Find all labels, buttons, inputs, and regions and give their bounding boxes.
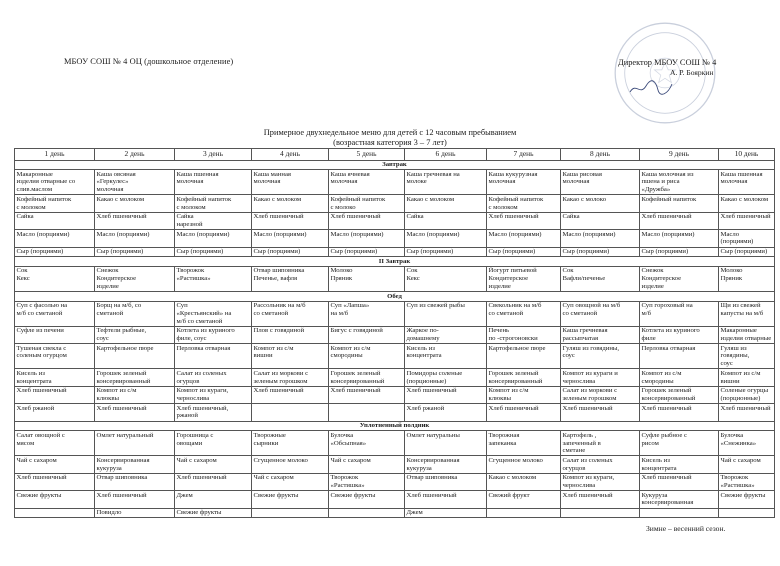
menu-cell: Хлеб пшеничный: [719, 404, 775, 421]
menu-cell: Сыр (порциями): [405, 247, 487, 257]
section-header-row: [15, 257, 775, 267]
menu-cell: Кофейный напиток с молоко: [329, 195, 405, 212]
menu-cell: Каша пшенная молочная: [719, 170, 775, 195]
day-header: 9 день: [640, 149, 719, 161]
menu-cell: Щи из свежей капусты на м/б: [719, 301, 775, 326]
menu-row: [15, 212, 775, 229]
section-title: Обед: [15, 292, 775, 302]
menu-cell: Картофель , запеченный в сметане: [561, 431, 640, 456]
menu-cell: Йогурт питьевой Кондитерское изделие: [487, 266, 561, 291]
menu-cell: Картофельное пюре: [95, 344, 175, 369]
menu-cell: Джем: [405, 508, 487, 518]
menu-cell: Свежий фрукт: [487, 491, 561, 508]
section-header-row: [15, 292, 775, 302]
menu-cell: Котлета из куриного филе, соус: [175, 326, 252, 343]
menu-cell: Сыр (порциями): [487, 247, 561, 257]
menu-cell: Булочка «Обсыпная»: [329, 431, 405, 456]
menu-row: [15, 404, 775, 421]
menu-cell: [329, 508, 405, 518]
menu-cell: Хлеб ржаной: [405, 404, 487, 421]
menu-cell: Салат из соленых огурцов: [175, 369, 252, 386]
menu-cell: Компот из с/м смородины: [329, 344, 405, 369]
menu-cell: Каша кукурузная молочная: [487, 170, 561, 195]
menu-cell: Хлеб пшеничный: [719, 212, 775, 229]
menu-cell: Салат из соленых огурцов: [561, 456, 640, 473]
menu-cell: Молоко Пряник: [719, 266, 775, 291]
menu-cell: Компот из с/м клюквы: [487, 386, 561, 403]
menu-cell: Хлеб пшеничный: [640, 473, 719, 490]
menu-cell: Хлеб пшеничный: [405, 386, 487, 403]
menu-table: [14, 148, 775, 518]
day-header: 3 день: [175, 149, 252, 161]
menu-cell: Масло (порциями): [487, 230, 561, 247]
menu-cell: Хлеб пшеничный: [175, 473, 252, 490]
menu-cell: Отвар шиповника: [405, 473, 487, 490]
menu-cell: Кофейный напиток с молоком: [15, 195, 95, 212]
day-header: 10 день: [719, 149, 775, 161]
day-header: 4 день: [252, 149, 329, 161]
menu-cell: Компот из кураги, чернослива: [561, 473, 640, 490]
menu-cell: Сайка нарезной: [175, 212, 252, 229]
menu-row: [15, 301, 775, 326]
menu-cell: Какао с молоком: [252, 195, 329, 212]
menu-cell: Снежок Кондитерское изделие: [95, 266, 175, 291]
menu-cell: Суп из свежей рыбы: [405, 301, 487, 326]
day-header: 7 день: [487, 149, 561, 161]
menu-cell: Сгущенное молоко: [487, 456, 561, 473]
menu-row: [15, 369, 775, 386]
menu-cell: Компот из с/м вишни: [252, 344, 329, 369]
day-header: 2 день: [95, 149, 175, 161]
menu-cell: Какао с молоком: [719, 195, 775, 212]
section-title: Завтрак: [15, 160, 775, 170]
day-header: 8 день: [561, 149, 640, 161]
menu-cell: Хлеб пшеничный: [640, 212, 719, 229]
menu-cell: Отвар шиповника: [95, 473, 175, 490]
menu-row: [15, 326, 775, 343]
menu-cell: Булочка «Снежинка»: [719, 431, 775, 456]
menu-cell: Хлеб пшеничный: [640, 404, 719, 421]
menu-cell: Суп «Крестьянский» на м/б со сметаной: [175, 301, 252, 326]
season-note: Зимне – весенний сезон.: [646, 524, 726, 533]
menu-cell: Какао с молоком: [405, 195, 487, 212]
menu-cell: [719, 508, 775, 518]
day-header-row: [15, 149, 775, 161]
menu-cell: Компот из кураги, чернослива: [175, 386, 252, 403]
menu-row: [15, 386, 775, 403]
menu-row: [15, 266, 775, 291]
menu-cell: Печень по -строгоновски: [487, 326, 561, 343]
menu-cell: Сыр (порциями): [329, 247, 405, 257]
menu-cell: Свежие фрукты: [15, 491, 95, 508]
menu-cell: Перловка отварная: [640, 344, 719, 369]
menu-cell: Масло (порциями): [640, 230, 719, 247]
menu-cell: Сгущенное молоко: [252, 456, 329, 473]
menu-cell: Перловка отварная: [175, 344, 252, 369]
menu-cell: Отвар шиповника Печенье, вафля: [252, 266, 329, 291]
menu-cell: Гуляш из говядины, соус: [561, 344, 640, 369]
menu-cell: Сайка: [561, 212, 640, 229]
organization-name: МБОУ СОШ № 4 ОЦ (дошкольное отделение): [64, 57, 234, 66]
menu-cell: Бигус с говядиной: [329, 326, 405, 343]
menu-cell: Кисель из концентрата: [640, 456, 719, 473]
menu-cell: Хлеб пшеничный: [329, 212, 405, 229]
menu-cell: Масло (порциями): [719, 230, 775, 247]
menu-cell: [640, 508, 719, 518]
menu-cell: [252, 404, 329, 421]
menu-cell: Суп с фасолью на м/б со сметаной: [15, 301, 95, 326]
menu-cell: Каша гречневая рассыпчатая: [561, 326, 640, 343]
menu-cell: Жаркое по- домашнему: [405, 326, 487, 343]
menu-cell: Консервированная кукуруза: [405, 456, 487, 473]
menu-cell: Салат из моркови с зеленым горошком: [252, 369, 329, 386]
menu-cell: Хлеб пшеничный: [252, 386, 329, 403]
menu-cell: Хлеб пшеничный: [15, 473, 95, 490]
menu-cell: Хлеб пшеничный, ржаной: [175, 404, 252, 421]
section-title: Уплотненный полдник: [15, 421, 775, 431]
menu-cell: Хлеб пшеничный: [487, 404, 561, 421]
menu-cell: Гуляш из говядины, соус: [719, 344, 775, 369]
menu-cell: Чай с сахаром: [175, 456, 252, 473]
menu-cell: Сайка: [405, 212, 487, 229]
menu-cell: Консервированная кукуруза: [95, 456, 175, 473]
document-subtitle: (возрастная категория 3 – 7 лет): [333, 138, 447, 147]
menu-cell: [329, 404, 405, 421]
menu-cell: Каша пшенная молочная: [175, 170, 252, 195]
menu-cell: Плов с говядиной: [252, 326, 329, 343]
menu-cell: Каша манная молочная: [252, 170, 329, 195]
menu-cell: Молоко Пряник: [329, 266, 405, 291]
menu-cell: Хлеб ржаной: [15, 404, 95, 421]
menu-cell: Каша овсяная «Геркулес» молочная: [95, 170, 175, 195]
menu-cell: Салат из моркови с зеленым горошком: [561, 386, 640, 403]
section-title: II Завтрак: [15, 257, 775, 267]
menu-cell: Какао с молоком: [487, 473, 561, 490]
menu-cell: Кукуруза консервированная: [640, 491, 719, 508]
menu-cell: Хлеб пшеничный: [15, 386, 95, 403]
menu-cell: Свежие фрукты: [329, 491, 405, 508]
menu-row: [15, 230, 775, 247]
section-header-row: [15, 160, 775, 170]
menu-cell: Какао с молоко: [561, 195, 640, 212]
menu-cell: Каша ячневая молочная: [329, 170, 405, 195]
menu-cell: [561, 508, 640, 518]
menu-cell: [15, 508, 95, 518]
menu-cell: Творожок «Растишка»: [329, 473, 405, 490]
menu-cell: Джем: [175, 491, 252, 508]
menu-cell: Какао с молоком: [95, 195, 175, 212]
menu-cell: Горошек зеленый консервированный: [640, 386, 719, 403]
menu-cell: Сыр (порциями): [95, 247, 175, 257]
menu-cell: Хлеб пшеничный: [95, 404, 175, 421]
menu-cell: Творожные сырники: [252, 431, 329, 456]
menu-cell: Каша молочная из пшена и риса «Дружба»: [640, 170, 719, 195]
menu-cell: Чай с сахаром: [15, 456, 95, 473]
menu-cell: Сыр (порциями): [252, 247, 329, 257]
menu-cell: Суп гороховый на м/б: [640, 301, 719, 326]
menu-cell: Масло (порциями): [252, 230, 329, 247]
menu-cell: Сайка: [15, 212, 95, 229]
menu-cell: Борщ на м/б, со сметаной: [95, 301, 175, 326]
menu-cell: Повидло: [95, 508, 175, 518]
menu-cell: Компот из кураги и чернослива: [561, 369, 640, 386]
menu-cell: Горошек зеленый консервированный: [329, 369, 405, 386]
day-header: 6 день: [405, 149, 487, 161]
menu-row: [15, 508, 775, 518]
menu-cell: Каша рисовая молочная: [561, 170, 640, 195]
menu-cell: Сок Кекс: [15, 266, 95, 291]
menu-cell: Хлеб пшеничный: [405, 491, 487, 508]
menu-cell: Чай с сахаром: [329, 456, 405, 473]
menu-cell: Масло (порциями): [329, 230, 405, 247]
menu-row: [15, 431, 775, 456]
menu-cell: Макаронные изделия отварные: [719, 326, 775, 343]
menu-cell: Кисель из концентрата: [15, 369, 95, 386]
menu-row: [15, 195, 775, 212]
menu-cell: Суфле из печени: [15, 326, 95, 343]
approval-signatory: А. Р. Бояркин: [670, 68, 714, 78]
menu-cell: Хлеб пшеничный: [329, 386, 405, 403]
menu-cell: Снежок Кондитерское изделие: [640, 266, 719, 291]
menu-cell: Творожок «Растишка»: [175, 266, 252, 291]
menu-cell: Творожная запеканка: [487, 431, 561, 456]
section-header-row: [15, 421, 775, 431]
menu-cell: Свежие фрукты: [719, 491, 775, 508]
menu-cell: Макаронные изделия отварные со слив.маслом: [15, 170, 95, 195]
day-header: 1 день: [15, 149, 95, 161]
menu-cell: Соленые огурцы (порционные): [719, 386, 775, 403]
menu-cell: Помидоры соленые (порционные): [405, 369, 487, 386]
menu-cell: Масло (порциями): [175, 230, 252, 247]
menu-cell: Каша гречневая на молоке: [405, 170, 487, 195]
menu-cell: Масло (порциями): [95, 230, 175, 247]
menu-cell: Сыр (порциями): [561, 247, 640, 257]
menu-row: [15, 247, 775, 257]
menu-cell: Хлеб пшеничный: [561, 491, 640, 508]
menu-cell: Хлеб пшеничный: [252, 212, 329, 229]
menu-cell: Компот из с/м смородины: [640, 369, 719, 386]
menu-cell: Сок Вафли/печенье: [561, 266, 640, 291]
menu-cell: Тефтели рыбные, соус: [95, 326, 175, 343]
menu-row: [15, 344, 775, 369]
menu-cell: Масло (порциями): [15, 230, 95, 247]
menu-cell: [487, 508, 561, 518]
signature: [628, 78, 674, 98]
menu-cell: Хлеб пшеничный: [95, 212, 175, 229]
menu-cell: Котлета из куриного филе: [640, 326, 719, 343]
menu-cell: Чай с сахаром: [252, 473, 329, 490]
menu-cell: Тушеная свекла с соленым огурцом: [15, 344, 95, 369]
menu-cell: Кофейный напиток с молоком: [487, 195, 561, 212]
menu-row: [15, 473, 775, 490]
menu-cell: Компот из с/м вишни: [719, 369, 775, 386]
approval-block: [618, 57, 750, 79]
menu-cell: Сыр (порциями): [719, 247, 775, 257]
approval-title: Директор МБОУ СОШ № 4: [618, 58, 717, 67]
menu-cell: Сыр (порциями): [640, 247, 719, 257]
menu-row: [15, 456, 775, 473]
menu-cell: Омлет натуральный: [95, 431, 175, 456]
menu-cell: Суфле рыбное с рисом: [640, 431, 719, 456]
menu-cell: Сыр (порциями): [175, 247, 252, 257]
day-header: 5 день: [329, 149, 405, 161]
menu-cell: Хлеб пшеничный: [95, 491, 175, 508]
menu-cell: [252, 508, 329, 518]
menu-cell: Свекольник на м/б со сметаной: [487, 301, 561, 326]
menu-table-body: [15, 160, 775, 518]
menu-cell: Суп овощной на м/б со сметаной: [561, 301, 640, 326]
menu-cell: Кофейный напиток с молоком: [175, 195, 252, 212]
document-title: Примерное двухнедельное меню для детей с 12 часовым пребыванием: [263, 128, 517, 137]
menu-cell: Компот из с/м клюквы: [95, 386, 175, 403]
menu-cell: Картофельное пюре: [487, 344, 561, 369]
menu-cell: Свежие фрукты: [175, 508, 252, 518]
menu-cell: Кофейный напиток: [640, 195, 719, 212]
menu-cell: Сыр (порциями): [15, 247, 95, 257]
menu-cell: Горошек зеленый консервированный: [95, 369, 175, 386]
menu-cell: Горошек зеленый консервированный: [487, 369, 561, 386]
menu-cell: Суп «Лапша» на м/б: [329, 301, 405, 326]
menu-cell: Кисель из концентрата: [405, 344, 487, 369]
menu-cell: Творожок «Растишка»: [719, 473, 775, 490]
menu-cell: Салат овощной с мясом: [15, 431, 95, 456]
menu-cell: Хлеб пшеничный: [487, 212, 561, 229]
menu-cell: Масло (порциями): [405, 230, 487, 247]
menu-cell: Хлеб пшеничный: [561, 404, 640, 421]
menu-cell: Рассольник на м/б со сметаной: [252, 301, 329, 326]
menu-cell: Свежие фрукты: [252, 491, 329, 508]
menu-cell: Масло (порциями): [561, 230, 640, 247]
menu-cell: Омлет натуральны: [405, 431, 487, 456]
menu-row: [15, 170, 775, 195]
menu-cell: Горошница с овощами: [175, 431, 252, 456]
menu-cell: Чай с сахаром: [719, 456, 775, 473]
menu-cell: Сок Кекс: [405, 266, 487, 291]
menu-row: [15, 491, 775, 508]
